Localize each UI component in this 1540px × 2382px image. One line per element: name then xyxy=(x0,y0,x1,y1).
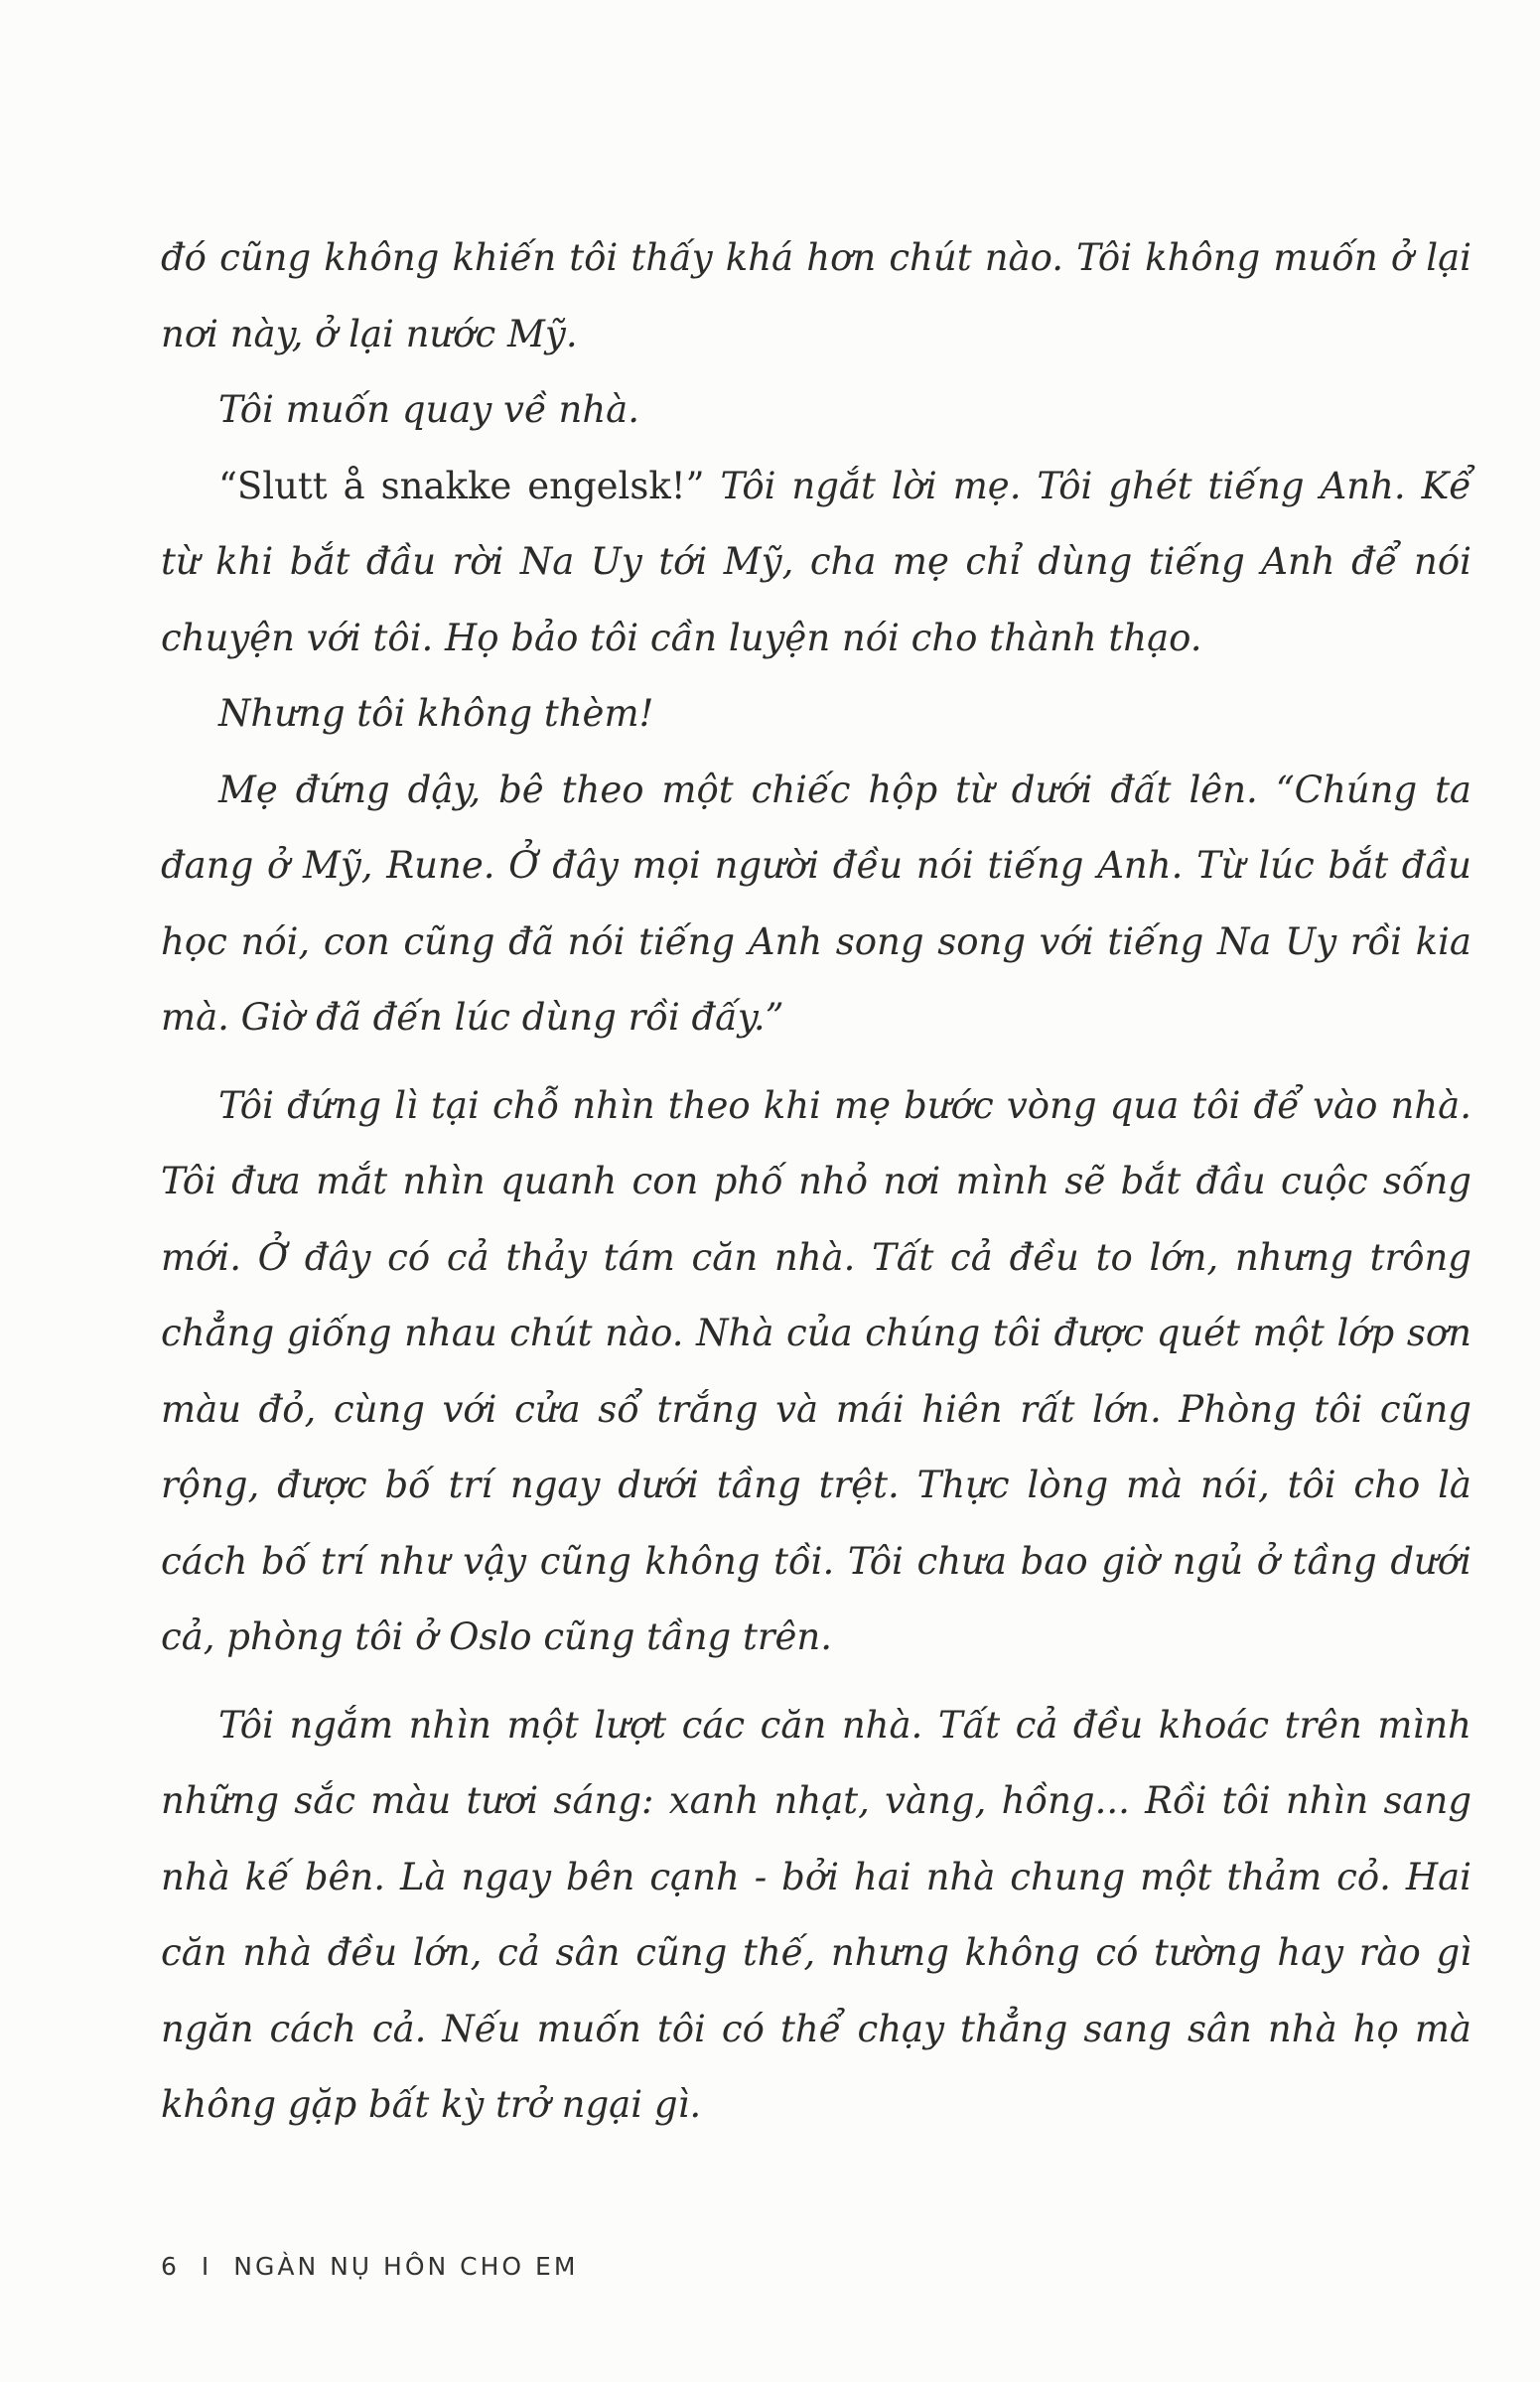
paragraph: Tôi ngắm nhìn một lượt các căn nhà. Tất cả đều khoác trên mình những sắc màu tươi sáng: xanh nhạt, vàng, hồng... Rồi tôi nhìn sang nhà kế bên. Là ngay bên cạnh - bởi hai nhà chung một thảm cỏ. Hai căn nhà đều lớn, cả sân cũng thế, nhưng không có tường hay rào gì ngăn cách cả. Nếu muốn tôi có thể chạy thẳng sang sân nhà họ mà không gặp bất kỳ trở ngại gì. xyxy=(161,1703,1471,2126)
paragraph xyxy=(161,449,1471,677)
page-footer xyxy=(161,2252,578,2281)
paragraph-text: Tôi ngắt lời mẹ. Tôi ghét tiếng Anh. Kể từ khi bắt đầu rời Na Uy tới Mỹ, cha mẹ chỉ dùng tiếng Anh để nói chuyện với tôi. Họ bảo tôi cần luyện nói cho thành thạo. xyxy=(161,464,1471,659)
page-number: 6 xyxy=(161,2252,180,2281)
paragraph: đó cũng không khiến tôi thấy khá hơn chút nào. Tôi không muốn ở lại nơi này, ở lại nước Mỹ. xyxy=(161,236,1471,355)
norwegian-quote: “Slutt å snakke engelsk!” xyxy=(218,464,705,507)
paragraph: Mẹ đứng dậy, bê theo một chiếc hộp từ dưới đất lên. “Chúng ta đang ở Mỹ, Rune. Ở đây mọi người đều nói tiếng Anh. Từ lúc bắt đầu học nói, con cũng đã nói tiếng Anh song song với tiếng Na Uy rồi kia mà. Giờ đã đến lúc dùng rồi đấy.” xyxy=(161,768,1471,1039)
book-title: NGÀN NỤ HÔN CHO EM xyxy=(233,2252,579,2281)
footer-separator: I xyxy=(201,2252,212,2281)
body-text xyxy=(161,220,1471,2144)
paragraph: Tôi đứng lì tại chỗ nhìn theo khi mẹ bước vòng qua tôi để vào nhà. Tôi đưa mắt nhìn quanh con phố nhỏ nơi mình sẽ bắt đầu cuộc sống mới. Ở đây có cả thảy tám căn nhà. Tất cả đều to lớn, nhưng trông chẳng giống nhau chút nào. Nhà của chúng tôi được quét một lớp sơn màu đỏ, cùng với cửa sổ trắng và mái hiên rất lớn. Phòng tôi cũng rộng, được bố trí ngay dưới tầng trệt. Thực lòng mà nói, tôi cho là cách bố trí như vậy cũng không tồi. Tôi chưa bao giờ ngủ ở tầng dưới cả, phòng tôi ở Oslo cũng tầng trên. xyxy=(161,1083,1471,1658)
paragraph: Nhưng tôi không thèm! xyxy=(218,692,654,735)
paragraph: Tôi muốn quay về nhà. xyxy=(218,388,639,431)
